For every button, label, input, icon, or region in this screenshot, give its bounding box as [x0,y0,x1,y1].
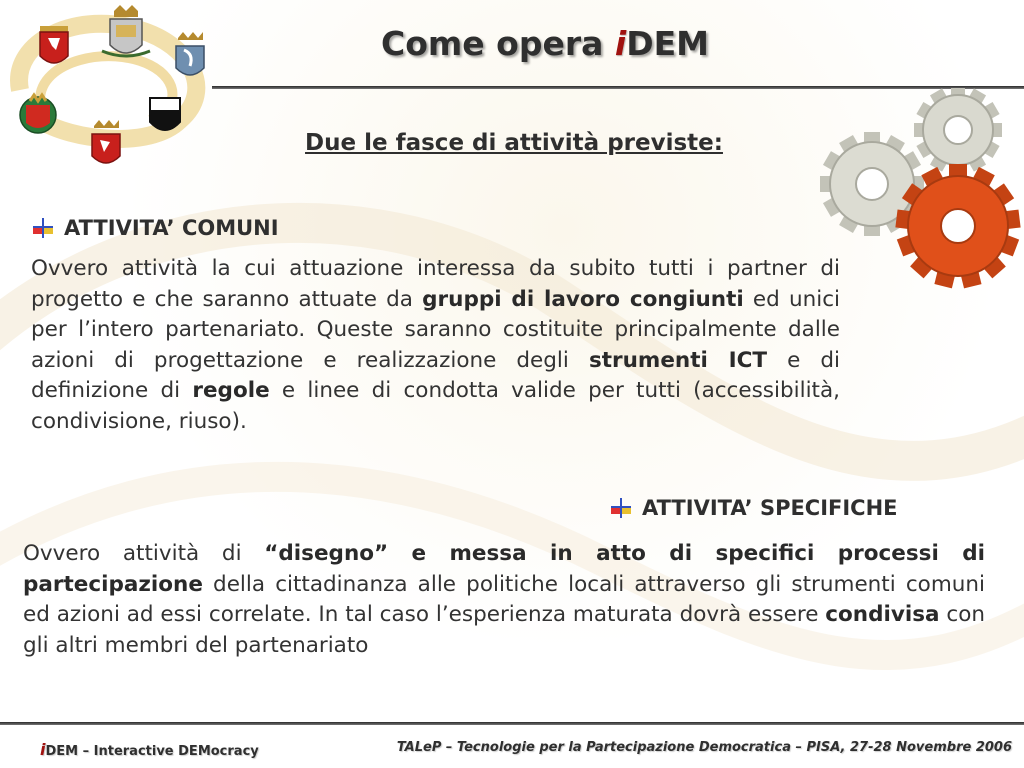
bold-text-run: regole [192,378,270,403]
text-run: ed unici per l’intero partenariato. Queste saranno costituite principalmente dalle azioni di progettazione e realizzazione degli [31,286,840,373]
section-heading-label: ATTIVITA’ SPECIFICHE [642,496,898,520]
footer-left [40,740,259,759]
bullet-icon [610,497,632,519]
footer-right: TALeP – Tecnologie per la Partecipazione Democratica – PISA, 27-28 Novembre 2006 [396,740,1012,755]
bold-text-run: “disegno” e messa in atto di specifici processi di partecipazione [23,541,985,597]
bullet-icon [32,217,54,239]
footer-left-text: DEM – Interactive DEMocracy [45,744,259,759]
section-heading-specifiche [610,496,898,520]
page-title [250,24,840,63]
title-i: i [614,24,627,63]
section-text-comuni [31,254,840,437]
bold-text-run: strumenti ICT [588,347,768,373]
section-heading-label: ATTIVITA’ COMUNI [64,216,279,240]
bold-text-run: gruppi di lavoro congiunti [422,286,744,312]
bottom-divider [0,722,1024,725]
text-run: Ovvero attività di [23,541,265,566]
section-text-specifiche [23,539,985,661]
crests-logo [0,0,230,180]
gear-grey-back-icon [914,88,1002,174]
text-run: e linee di condotta valide per tutti (accessibilità, condivisione, riuso). [31,378,840,434]
subtitle: Due le fasce di attività previste: [305,130,723,156]
title-prefix: Come opera [381,24,615,63]
text-run: e di definizione di [31,347,840,403]
bold-text-run: condivisa [825,602,940,627]
text-run: con gli altri membri del partenariato [23,602,986,658]
section-heading-comuni [32,216,279,240]
gears-illustration [810,88,1024,303]
text-run: della cittadinanza alle politiche locali attraverso gli strumenti comuni ed azioni ad essi correlate. In tal caso l’esperienza maturata dovrà essere [23,571,985,627]
title-suffix: DEM [626,24,709,63]
footer-i: i [40,740,46,759]
text-run: Ovvero attività la cui attuazione interessa da subito tutti i partner di progetto e che saranno attuate da [31,256,840,312]
